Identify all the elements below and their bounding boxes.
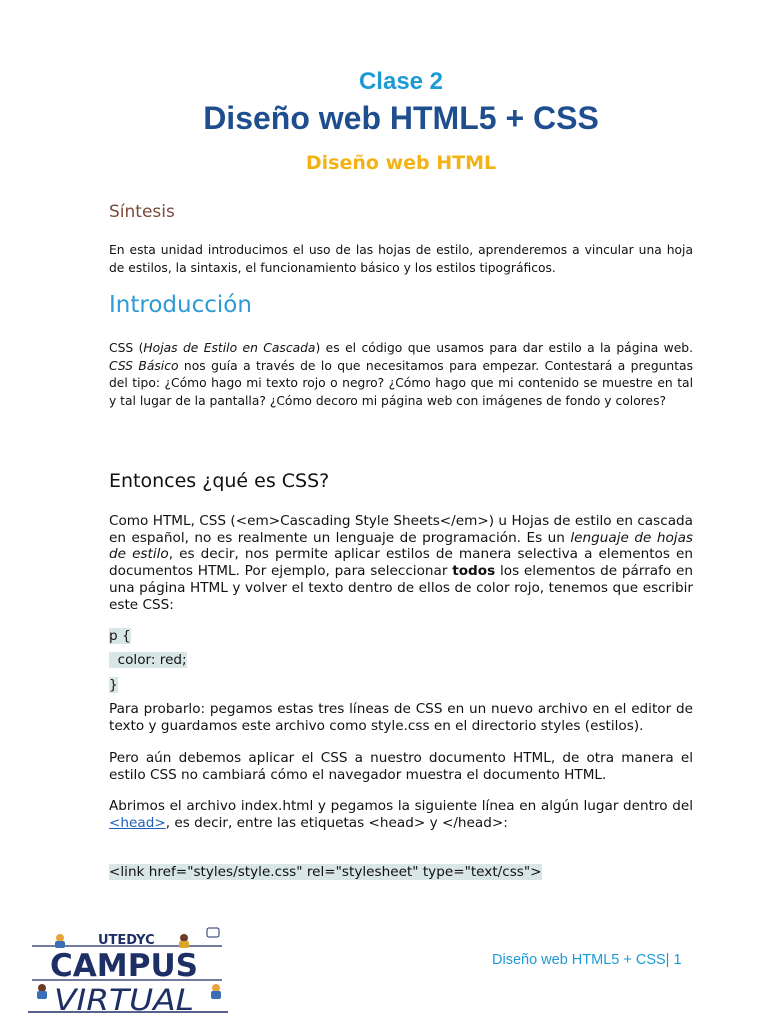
intro-heading: Introducción <box>109 292 252 318</box>
logo-person-head-2 <box>180 934 188 942</box>
class-number: Clase 2 <box>358 68 444 95</box>
test-paragraph: Para probarlo: pegamos estas tres líneas de CSS en un nuevo archivo en el editor de texto y guardamos este archivo como style.css en el directorio styles (estilos). <box>109 701 693 734</box>
code-line-1 <box>109 628 131 645</box>
css-em: lenguaje de hojas de estilo <box>109 529 693 563</box>
logo-campus: CAMPUS <box>50 948 198 984</box>
open-file-text-2: , es decir, entre las etiquetas <head> y </head>: <box>165 814 508 831</box>
intro-em-1: Hojas de Estilo en Cascada <box>143 341 316 355</box>
css-bold: todos <box>452 563 496 580</box>
sintesis-heading: Síntesis <box>109 202 175 222</box>
logo-person-head-3 <box>38 984 46 992</box>
logo-brand: UTEDYC <box>98 933 155 948</box>
intro-text-3: nos guía a través de lo que necesitamos para empezar. Contestará a preguntas del tipo: ¿Cómo hago mi texto rojo o negro? ¿Cómo hago que mi contenido se muestre en tal y tal lugar de la pantalla? ¿Cómo decoro mi página web con imágenes de fondo y colores? <box>109 358 693 408</box>
footer-page-label: Diseño web HTML5 + CSS| 1 <box>492 952 682 968</box>
logo-person-body-4 <box>211 991 221 999</box>
page-title: Diseño web HTML5 + CSS <box>203 100 599 136</box>
logo-person-head-1 <box>56 934 64 942</box>
logo-speech-bubble <box>207 928 219 937</box>
link-code-line <box>109 864 542 881</box>
page-subtitle: Diseño web HTML <box>305 152 497 174</box>
code-line-3-text: } <box>109 677 118 693</box>
apply-paragraph: Pero aún debemos aplicar el CSS a nuestro documento HTML, de otra manera el estilo CSS no cambiará cómo el navegador muestra el documento HTML. <box>109 750 693 783</box>
logo-person-body-2 <box>179 941 189 948</box>
code-line-2-text: color: red; <box>109 652 187 668</box>
logo-person-head-4 <box>212 984 220 992</box>
what-is-css-paragraph <box>109 513 693 613</box>
campus-virtual-logo <box>24 926 234 1016</box>
logo-person-body-1 <box>55 941 65 948</box>
code-line-2 <box>109 652 187 669</box>
sintesis-paragraph: En esta unidad introducimos el uso de las hojas de estilo, aprenderemos a vincular una hoja de estilos, la sintaxis, el funcionamiento básico y los estilos tipográficos. <box>109 243 693 275</box>
link-code-text: <link href="styles/style.css" rel="stylesheet" type="text/css"> <box>109 864 542 880</box>
open-file-paragraph <box>109 798 693 831</box>
logo-person-body-3 <box>37 991 47 999</box>
what-is-css-heading: Entonces ¿qué es CSS? <box>109 470 330 492</box>
intro-em-2: CSS Básico <box>109 358 179 373</box>
css-text-3: los elementos de párrafo en una página HTML y volver el texto dentro de ellos de color rojo, tenemos que escribir este CSS: <box>109 563 693 613</box>
logo-virtual: VIRTUAL <box>54 983 194 1016</box>
intro-text-2: ) es el código que usamos para dar estilo a la página web. <box>315 341 694 355</box>
open-file-text-1: Abrimos el archivo index.html y pegamos la siguiente línea en algún lugar dentro del <box>109 798 693 814</box>
intro-paragraph <box>109 340 693 410</box>
css-text-1: Como HTML, CSS (<em>Cascading Style Sheets</em>) u Hojas de estilo en cascada en español, no es realmente un lenguaje de programación. Es un <box>109 513 693 546</box>
code-line-1-text: p { <box>109 628 131 644</box>
intro-text-1: CSS ( <box>109 341 144 355</box>
head-tag-link[interactable]: <head> <box>109 814 166 831</box>
code-line-3 <box>109 677 118 694</box>
css-text-2: , es decir, nos permite aplicar estilos de manera selectiva a elementos en documentos HTML. Por ejemplo, para seleccionar <box>109 546 693 580</box>
